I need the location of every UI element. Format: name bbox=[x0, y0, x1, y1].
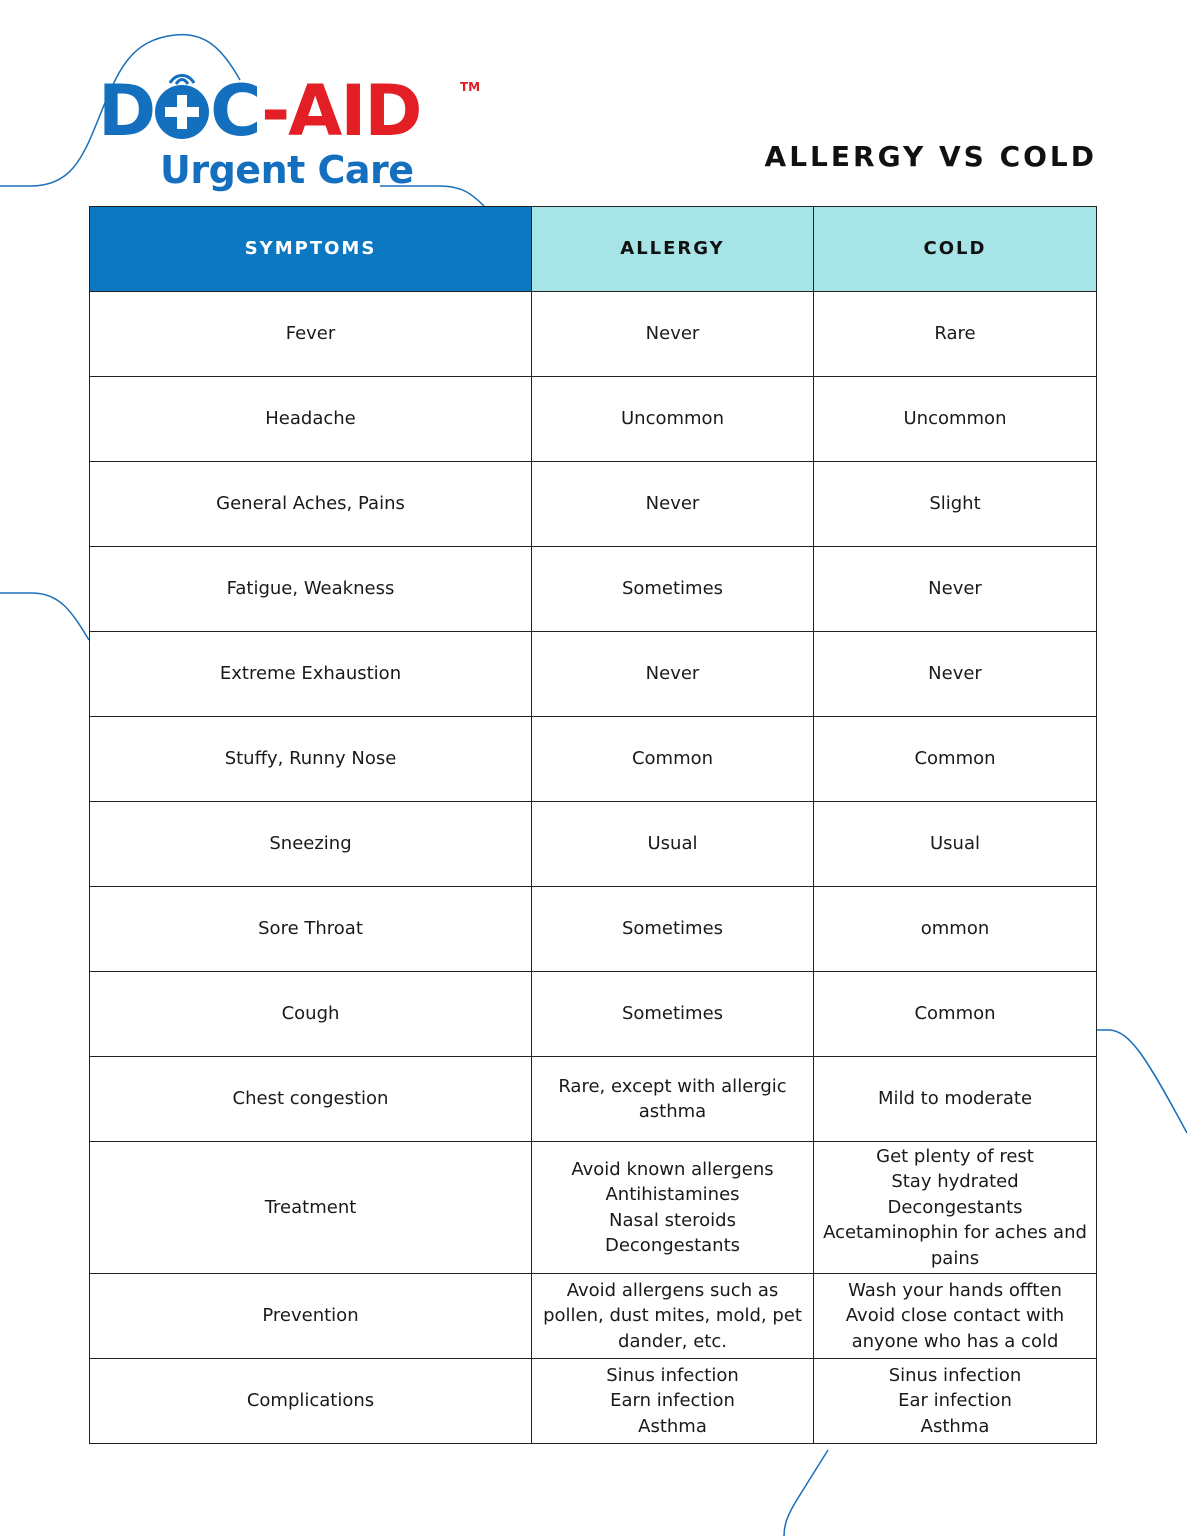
page-title: ALLERGY VS COLD bbox=[764, 140, 1097, 173]
medical-cross-icon bbox=[155, 85, 209, 139]
logo-wordmark bbox=[98, 70, 421, 152]
symptom-cell: Chest congestion bbox=[90, 1057, 532, 1142]
logo-subtitle: Urgent Care bbox=[160, 148, 414, 192]
cold-cell: Wash your hands offten Avoid close contact with anyone who has a cold bbox=[814, 1274, 1097, 1359]
symptom-cell: Sore Throat bbox=[90, 887, 532, 972]
symptom-cell: Sneezing bbox=[90, 802, 532, 887]
cold-cell: Never bbox=[814, 632, 1097, 717]
table-row bbox=[90, 462, 1097, 547]
cold-cell: Sinus infection Ear infection Asthma bbox=[814, 1359, 1097, 1444]
table-row bbox=[90, 292, 1097, 377]
table-row bbox=[90, 802, 1097, 887]
symptom-cell: Stuffy, Runny Nose bbox=[90, 717, 532, 802]
symptom-cell: Complications bbox=[90, 1359, 532, 1444]
doc-aid-logo bbox=[98, 70, 498, 196]
table-row bbox=[90, 1142, 1097, 1274]
cold-cell: Rare bbox=[814, 292, 1097, 377]
symptom-cell: Extreme Exhaustion bbox=[90, 632, 532, 717]
cold-cell: Common bbox=[814, 717, 1097, 802]
header-allergy: ALLERGY bbox=[532, 207, 814, 292]
symptom-cell: Prevention bbox=[90, 1274, 532, 1359]
table-row bbox=[90, 717, 1097, 802]
table-row bbox=[90, 1359, 1097, 1444]
allergy-cell: Avoid known allergens Antihistamines Nasal steroids Decongestants bbox=[532, 1142, 814, 1274]
cold-cell: ommon bbox=[814, 887, 1097, 972]
allergy-cell: Uncommon bbox=[532, 377, 814, 462]
table-row bbox=[90, 1057, 1097, 1142]
symptom-cell: Treatment bbox=[90, 1142, 532, 1274]
cold-cell: Never bbox=[814, 547, 1097, 632]
table-row bbox=[90, 1274, 1097, 1359]
header-row bbox=[90, 207, 1097, 292]
allergy-cell: Rare, except with allergic asthma bbox=[532, 1057, 814, 1142]
symptom-cell: Fever bbox=[90, 292, 532, 377]
logo-dash: - bbox=[261, 70, 289, 152]
cold-cell: Get plenty of rest Stay hydrated Decongestants Acetaminophin for aches and pains bbox=[814, 1142, 1097, 1274]
allergy-cell: Never bbox=[532, 632, 814, 717]
table-row bbox=[90, 972, 1097, 1057]
allergy-cell: Usual bbox=[532, 802, 814, 887]
cold-cell: Slight bbox=[814, 462, 1097, 547]
table-row bbox=[90, 547, 1097, 632]
symptom-cell: General Aches, Pains bbox=[90, 462, 532, 547]
allergy-cell: Sometimes bbox=[532, 887, 814, 972]
trademark: TM bbox=[460, 80, 481, 94]
logo-aid: AID bbox=[288, 70, 421, 152]
logo-letter-c: C bbox=[210, 70, 262, 152]
allergy-cell: Sinus infection Earn infection Asthma bbox=[532, 1359, 814, 1444]
allergy-cell: Sometimes bbox=[532, 547, 814, 632]
comparison-table bbox=[89, 206, 1097, 1444]
table-row bbox=[90, 377, 1097, 462]
allergy-cell: Common bbox=[532, 717, 814, 802]
header-symptoms: SYMPTOMS bbox=[90, 207, 532, 292]
table-row bbox=[90, 887, 1097, 972]
cold-cell: Mild to moderate bbox=[814, 1057, 1097, 1142]
table-row bbox=[90, 632, 1097, 717]
header-cold: COLD bbox=[814, 207, 1097, 292]
allergy-cell: Sometimes bbox=[532, 972, 814, 1057]
cold-cell: Uncommon bbox=[814, 377, 1097, 462]
cold-cell: Usual bbox=[814, 802, 1097, 887]
cold-cell: Common bbox=[814, 972, 1097, 1057]
allergy-cell: Never bbox=[532, 292, 814, 377]
allergy-cell: Never bbox=[532, 462, 814, 547]
symptom-cell: Headache bbox=[90, 377, 532, 462]
logo-letter-d: D bbox=[98, 70, 155, 152]
allergy-cell: Avoid allergens such as pollen, dust mites, mold, pet dander, etc. bbox=[532, 1274, 814, 1359]
symptom-cell: Fatigue, Weakness bbox=[90, 547, 532, 632]
signal-waves-icon bbox=[166, 71, 198, 85]
symptom-cell: Cough bbox=[90, 972, 532, 1057]
